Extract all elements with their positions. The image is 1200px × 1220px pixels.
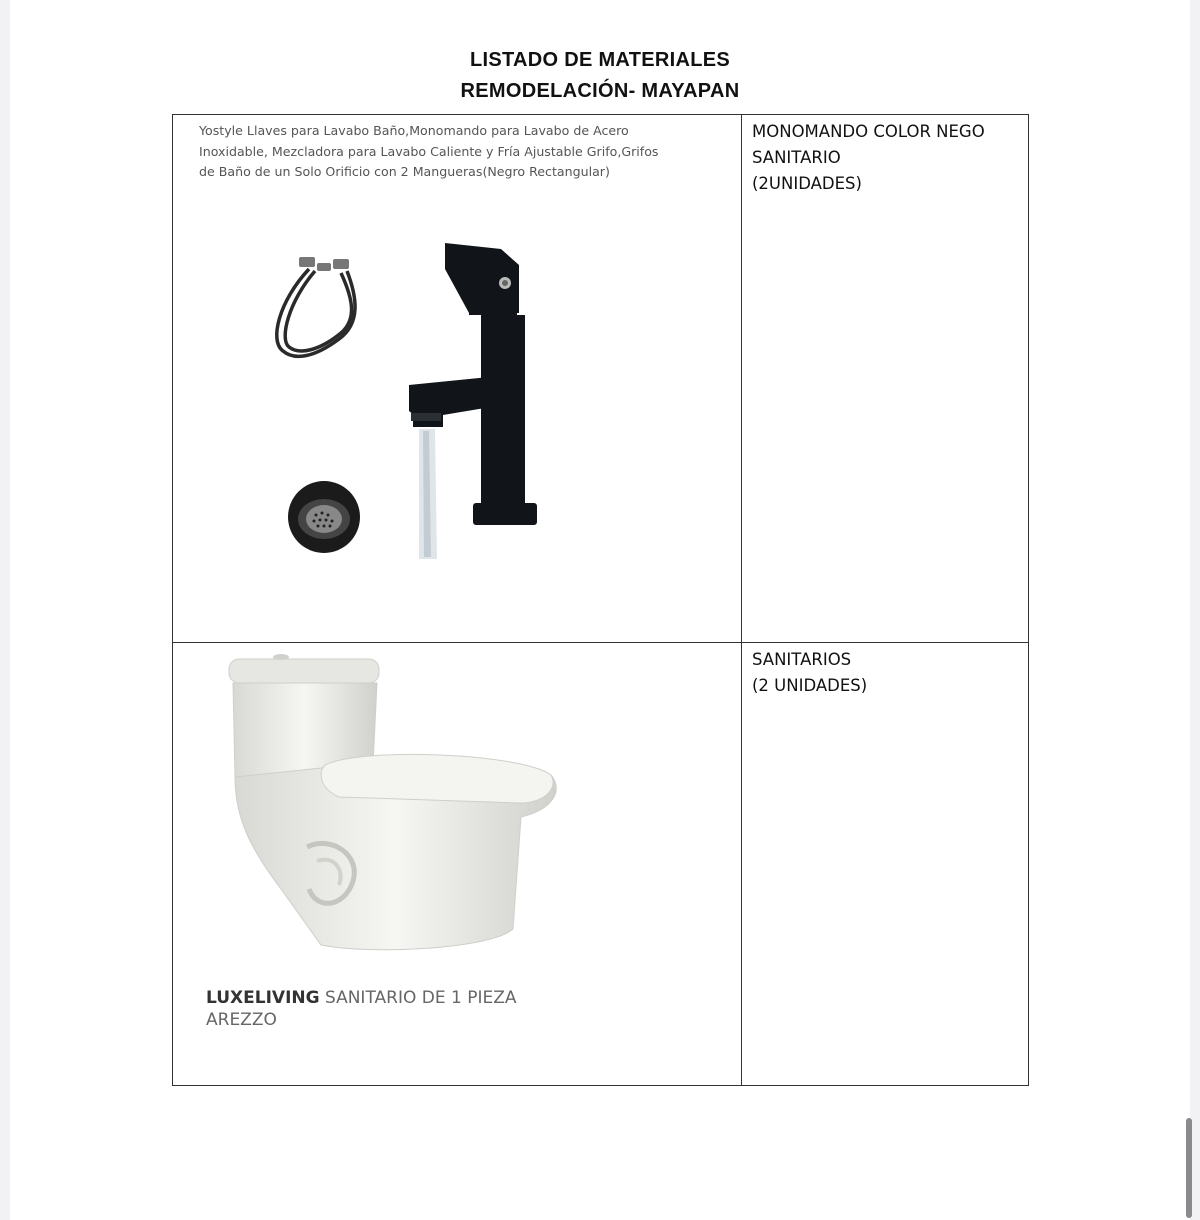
white-toilet-image [221, 649, 571, 969]
drain-icon [288, 481, 360, 553]
caption-text-line2: AREZZO [206, 1010, 277, 1030]
brand-name: LUXELIVING [206, 988, 320, 1008]
table-row [173, 115, 1029, 643]
document-subtitle: REMODELACIÓN- MAYAPAN [460, 80, 740, 102]
table-row [173, 643, 1029, 1086]
description-line: MONOMANDO COLOR NEGO [752, 122, 985, 141]
document-title: LISTADO DE MATERIALES [469, 49, 730, 71]
description-cell-faucet [742, 115, 1029, 643]
caption-text: SANITARIO DE 1 PIEZA [319, 988, 517, 1008]
vertical-scrollbar[interactable] [1186, 1118, 1192, 1218]
product-caption-faucet: Yostyle Llaves para Lavabo Baño,Monomando para Lavabo de Acero Inoxidable, Mezcladora para Lavabo Caliente y Fría Ajustable Grifo,Grifos de Baño de un Solo Orificio con 2 Mangueras(Negro Rectangular) [199, 123, 659, 179]
description-line: SANITARIOS [752, 650, 852, 669]
description-line: (2 UNIDADES) [752, 676, 868, 695]
description-line: SANITARIO [752, 148, 841, 167]
image-cell-faucet [173, 115, 742, 643]
description-cell-toilet [742, 643, 1029, 1086]
product-caption-toilet [206, 987, 517, 1031]
description-line: (2UNIDADES) [752, 174, 862, 193]
image-cell-toilet [173, 643, 742, 1086]
black-faucet-image [269, 241, 589, 581]
materials-table [172, 114, 1029, 1086]
